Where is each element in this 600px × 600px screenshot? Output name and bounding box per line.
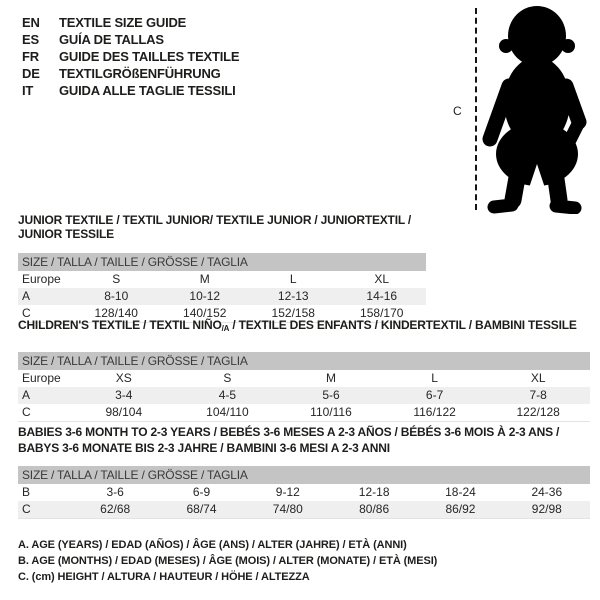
- language-code: EN: [22, 15, 40, 30]
- size-cell: 116/122: [413, 405, 456, 419]
- size-cell: 4-5: [218, 388, 237, 402]
- language-code: IT: [22, 83, 34, 98]
- table-title-babies: [18, 424, 590, 456]
- language-code: ES: [22, 32, 39, 47]
- size-cell: 74/80: [272, 502, 303, 516]
- table-row: [18, 370, 590, 387]
- size-cell: 8-10: [104, 289, 129, 303]
- size-cell: 18-24: [445, 485, 476, 499]
- size-cell: 14-16: [366, 289, 398, 303]
- size-table-junior: [18, 213, 426, 323]
- row-label: A: [22, 388, 31, 402]
- table-title-text: BABIES 3-6 MONTH TO 2-3 YEARS / BEBÉS 3-6 MESES A 2-3 AÑOS / BÉBÉS 3-6 MOIS À 2-3 ANS /: [18, 425, 560, 439]
- size-cell: 92/98: [531, 502, 562, 516]
- row-label: B: [22, 485, 31, 499]
- size-cell: 10-12: [189, 289, 221, 303]
- baby-silhouette-image: [482, 4, 592, 214]
- row-label: Europe: [22, 272, 61, 286]
- size-cell: 104/110: [206, 405, 249, 419]
- height-measure-label: C: [453, 104, 462, 118]
- size-cell: L: [431, 371, 438, 385]
- size-cell: L: [289, 272, 297, 286]
- footnote: C. (cm) HEIGHT / ALTURA / HAUTEUR / HÖHE / ALTEZZA: [18, 571, 310, 583]
- language-label: TEXTILGRÖßENFÜHRUNG: [59, 66, 221, 81]
- table-row: [18, 501, 590, 518]
- footnote: A. AGE (YEARS) / EDAD (AÑOS) / ÂGE (ANS) / ALTER (JAHRE) / ETÀ (ANNI): [18, 539, 407, 551]
- language-row: [22, 31, 239, 48]
- size-cell: 62/68: [100, 502, 131, 516]
- size-cell: M: [199, 272, 210, 286]
- size-cell: 140/152: [183, 306, 227, 320]
- language-code: FR: [22, 49, 39, 64]
- footnote: B. AGE (MONTHS) / EDAD (MESES) / ÂGE (MOIS) / ALTER (MONATE) / ETÀ (MESI): [18, 555, 438, 567]
- language-label: GUIDA ALLE TAGLIE TESSILI: [59, 83, 236, 98]
- table-rows: [18, 484, 590, 519]
- table-rows: [18, 271, 426, 323]
- size-cell: 5-6: [322, 388, 340, 402]
- row-label: A: [22, 289, 31, 303]
- table-title-children: [18, 318, 590, 336]
- size-cell: XL: [530, 371, 546, 385]
- size-cell: 9-12: [275, 485, 300, 499]
- size-cell: 12-13: [277, 289, 309, 303]
- size-cell: 24-36: [531, 485, 563, 499]
- size-header-bar: SIZE / TALLA / TAILLE / GRÖSSE / TAGLIA: [18, 253, 426, 271]
- size-cell: 3-6: [106, 485, 124, 499]
- table-row: [18, 288, 426, 305]
- size-cell: M: [325, 371, 336, 385]
- table-title-line: [18, 213, 426, 241]
- language-row: [22, 65, 239, 82]
- language-row: [22, 82, 239, 99]
- size-header-bar: SIZE / TALLA / TAILLE / GRÖSSE / TAGLIA: [18, 352, 590, 370]
- language-label: GUÍA DE TALLAS: [59, 32, 164, 47]
- table-row: [18, 271, 426, 288]
- language-row: [22, 48, 239, 65]
- table-title-text: BABYS 3-6 MONATE BIS 2-3 JAHRE / BAMBINI 3-6 MESI A 2-3 ANNI: [18, 441, 390, 455]
- language-code: DE: [22, 66, 40, 81]
- size-cell: 3-4: [115, 388, 133, 402]
- table-title-line: [18, 318, 590, 336]
- language-row: [22, 14, 239, 31]
- size-table-babies: [18, 424, 590, 519]
- table-row: [18, 484, 590, 501]
- size-header-bar: SIZE / TALLA / TAILLE / GRÖSSE / TAGLIA: [18, 466, 590, 484]
- size-cell: XS: [115, 371, 132, 385]
- size-table-children: [18, 318, 590, 422]
- size-cell: XL: [374, 272, 390, 286]
- size-cell: 128/140: [94, 306, 138, 320]
- language-label: GUIDE DES TAILLES TEXTILE: [59, 49, 240, 64]
- size-cell: 110/116: [310, 405, 352, 419]
- size-cell: 80/86: [359, 502, 390, 516]
- size-cell: S: [223, 371, 232, 385]
- table-row: [18, 387, 590, 404]
- table-row: [18, 404, 590, 421]
- table-title-text: / TEXTILE DES ENFANTS / KINDERTEXTIL / BAMBINI TESSILE: [229, 318, 577, 332]
- table-title-text: /A: [221, 324, 230, 333]
- row-label: Europe: [22, 371, 61, 385]
- table-title-text: CHILDREN'S TEXTILE / TEXTIL NIÑO: [18, 318, 222, 332]
- row-label: C: [22, 502, 31, 516]
- language-list: [22, 14, 239, 99]
- table-title-line: [18, 424, 590, 440]
- size-cell: 98/104: [105, 405, 143, 419]
- size-cell: 152/158: [271, 306, 315, 320]
- size-cell: 122/128: [516, 405, 560, 419]
- language-label: TEXTILE SIZE GUIDE: [59, 15, 187, 30]
- table-title-text: JUNIOR TEXTILE / TEXTIL JUNIOR/ TEXTILE JUNIOR / JUNIORTEXTIL / JUNIOR TESSILE: [18, 213, 412, 241]
- table-title-junior: [18, 213, 426, 241]
- size-cell: 158/170: [360, 306, 404, 320]
- table-title-line: [18, 440, 590, 456]
- footnote-list: [18, 537, 437, 585]
- size-cell: 6-9: [192, 485, 211, 499]
- row-label: C: [22, 405, 31, 419]
- table-rows: [18, 370, 590, 422]
- size-cell: 6-7: [425, 388, 444, 402]
- row-label: C: [22, 306, 31, 320]
- size-cell: 68/74: [186, 502, 217, 516]
- size-cell: 86/92: [445, 502, 476, 516]
- size-cell: S: [112, 272, 121, 286]
- size-cell: 7-8: [529, 388, 547, 402]
- height-dashed-line: [475, 8, 477, 210]
- size-cell: 12-18: [358, 485, 390, 499]
